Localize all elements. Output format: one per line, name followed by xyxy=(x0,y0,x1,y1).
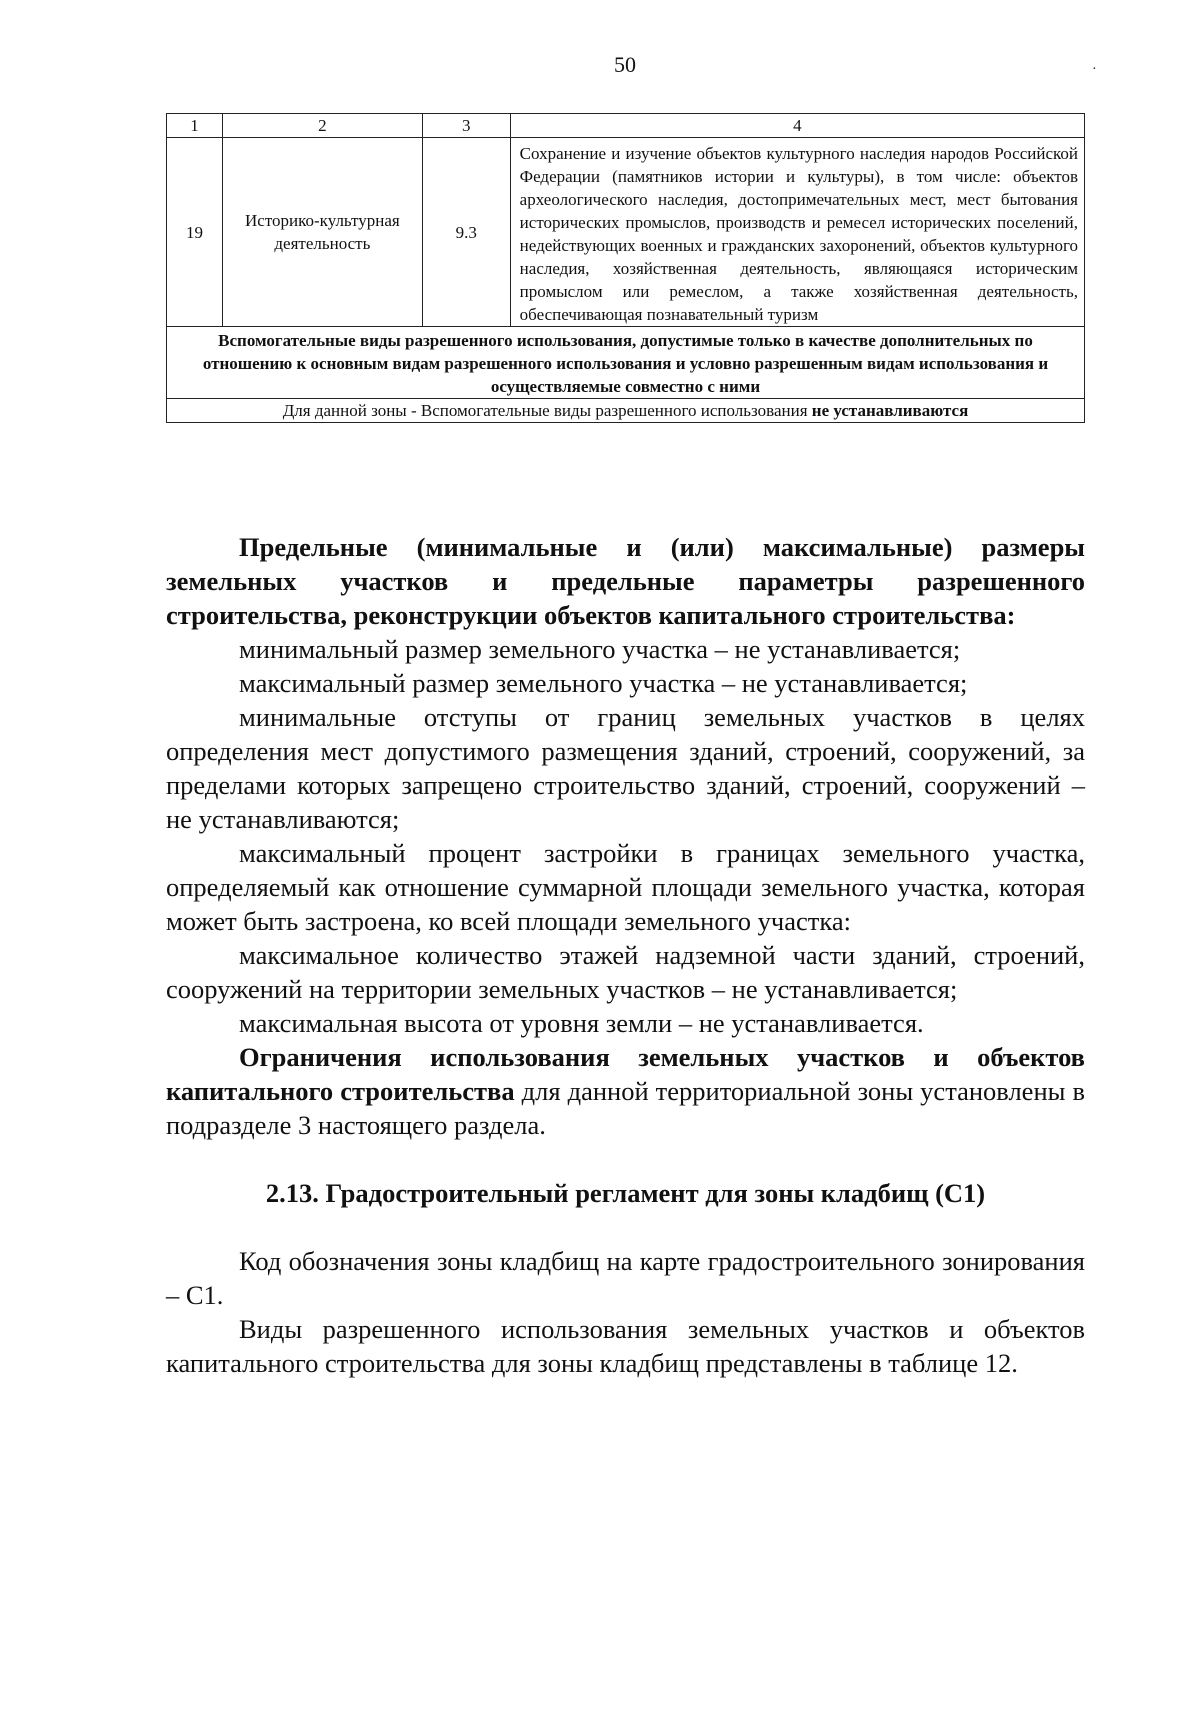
aux-note-bold: не устанавливаются xyxy=(811,401,969,420)
aux-uses-note xyxy=(167,399,1085,423)
row-number: 19 xyxy=(167,138,223,327)
use-description: Сохранение и изучение объектов культурного наследия народов Российской Федерации (памятников истории и культуры), в том числе: объектов археологического наследия, достопримечательных мест, мест бытования исторических промыслов, производств и ремесел исторических поселений, недействующих военных и гражданских захоронений, объектов культурного наследия, хозяйственная деятельность, являющаяся историческим промыслом или ремеслом, а также хозяйственная деятельность, обеспечивающая познавательный туризм xyxy=(510,138,1084,327)
aux-uses-heading: Вспомогательные виды разрешенного использования, допустимые только в качестве дополнительных по отношению к основным видам разрешенного использования и условно разрешенным видам использования и осуществляемые совместно с ними xyxy=(167,327,1085,399)
aux-note-prefix: Для данной зоны - Вспомогательные виды разрешенного использования xyxy=(282,401,812,420)
header-cell-4: 4 xyxy=(510,114,1084,138)
use-code: 9.3 xyxy=(422,138,510,327)
aux-note-row xyxy=(167,399,1085,423)
limit-item: максимальный размер земельного участка – не устанавливается; xyxy=(239,668,968,698)
restrictions-paragraph xyxy=(166,1040,1085,1142)
table-header-row xyxy=(167,114,1085,138)
header-cell-2: 2 xyxy=(222,114,422,138)
limits-heading: Предельные (минимальные и (или) максимальные) размеры земельных участков и предельные параметры разрешенного строительства, реконструкции объектов капитального строительства: xyxy=(166,532,1085,630)
aux-header-row xyxy=(167,327,1085,399)
header-cell-1: 1 xyxy=(167,114,223,138)
limit-item: минимальный размер земельного участка – не устанавливается; xyxy=(239,634,961,664)
limit-item: максимальная высота от уровня земли – не устанавливается. xyxy=(239,1008,924,1038)
use-name: Историко-культурная деятельность xyxy=(222,138,422,327)
permitted-uses-table xyxy=(166,113,1085,423)
limit-item: минимальные отступы от границ земельных участков в целях определения мест допустимого размещения зданий, строений, сооружений, за пределами которых запрещено строительство зданий, строений, сооружений – не устанавливаются; xyxy=(166,702,1085,834)
section-paragraph: Код обозначения зоны кладбищ на карте градостроительного зонирования – С1. xyxy=(166,1246,1085,1310)
header-cell-3: 3 xyxy=(422,114,510,138)
section-title: 2.13. Градостроительный регламент для зоны кладбищ (С1) xyxy=(265,1178,986,1208)
section-paragraph: Виды разрешенного использования земельных участков и объектов капитального строительства для зоны кладбищ представлены в таблице 12. xyxy=(166,1314,1085,1378)
limit-item: максимальный процент застройки в границах земельного участка, определяемый как отношение суммарной площади земельного участка, которая может быть застроена, ко всей площади земельного участка: xyxy=(166,838,1085,936)
limit-item: максимальное количество этажей надземной части зданий, строений, сооружений на территории земельных участков – не устанавливается; xyxy=(166,940,1085,1004)
stray-mark: · xyxy=(1092,62,1097,77)
page-number: 50 xyxy=(614,52,636,77)
body-text xyxy=(166,530,1085,1380)
table-row xyxy=(167,138,1085,327)
restrictions-rest: для данной территориальной зоны установлены в подразделе 3 настоящего раздела. xyxy=(166,1076,1085,1140)
restrictions-bold: Ограничения использования земельных участков и объектов капитального строительства xyxy=(166,1042,1085,1106)
